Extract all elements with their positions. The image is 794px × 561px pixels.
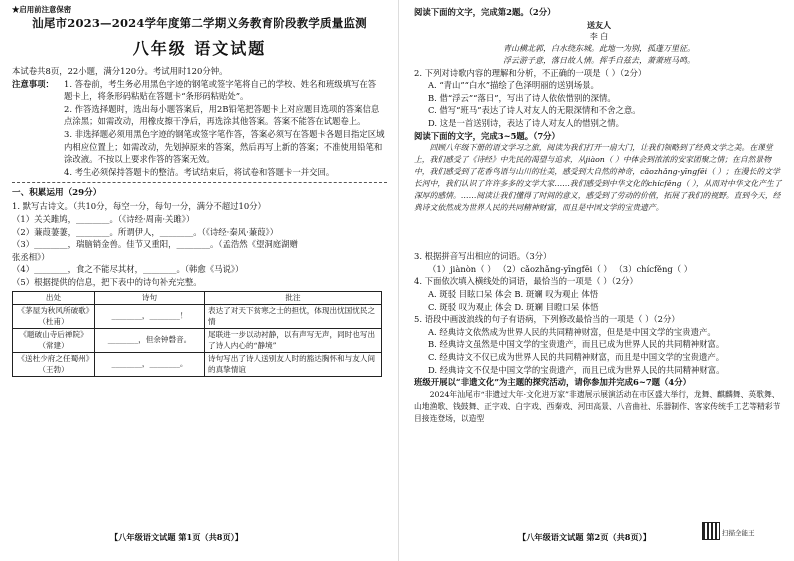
exam-subject: 八年级 语文试题 — [132, 39, 267, 58]
q1-item: （2）蒹葭萋萋，________。所谓伊人，________。（《诗经·秦风·蒹葭》） — [12, 226, 279, 237]
question-5: 5. 语段中画波浪线的句子有语病，下列修改最恰当的一项是（ ）（2分） — [414, 314, 680, 325]
poem-line: 浮云游子意，落日故人情。挥手自兹去，萧萧班马鸣。 — [503, 55, 695, 65]
table-row — [13, 305, 382, 329]
page-footer: 【八年级语文试题 第1页（共8页）】 — [110, 532, 243, 542]
table-header: 出处 — [13, 291, 95, 305]
q1-item: （4）________，食之不能尽其材，________。（韩愈《马说》） — [12, 264, 244, 275]
qr-code-icon — [702, 522, 720, 540]
question-1: 1. 默写古诗文。（共10分，每空一分，每句一分，满分不超过10分） — [12, 201, 266, 212]
reading-intro: 阅读下面的文字，完成第2题。（2分） — [414, 7, 556, 17]
notice-item: 3. 非选择题必须用黑色字迹的钢笔或签字笔作答，答案必须写在答题卡各题目指定区域内相应位置上；如需改动，先划掉原来的答案，然后再写上新的答案；不准使用铅笔和涂改液。不按以上要求作答的答案无效。 — [64, 128, 385, 165]
q4-option: A. 斑驳 目眩口呆 体会 B. 斑斓 叹为观止 体悟 — [428, 288, 599, 299]
q3-items: （1）jiànòn（ ） （2）cǎozhǎng-yīngfēi（ ） （3）chícfěng（ ） — [428, 263, 693, 274]
q1-item: （5）根据提供的信息，把下表中的诗句补充完整。 — [12, 276, 202, 287]
question-4: 4. 下面依次填入横线处的词语，最恰当的一项是（ ）（2分） — [414, 276, 638, 287]
notice-item: 2. 作答选择题时，选出每小题答案后，用2B铅笔把答题卡上对应题目选项的答案信息点涂黑；如需改动，用橡皮擦干净后，再选涂其他答案。答案不能答在试题卷上。 — [64, 103, 380, 127]
q2-option: C. 借写“班马”表达了诗人对友人的无限深情和不舍之意。 — [428, 105, 641, 116]
q5-option: C. 经典诗文不仅已成为世界人民的共同精神财富，而且是中国文学的宝贵遗产。 — [428, 351, 725, 362]
page-footer: 【八年级语文试题 第2页（共8页）】 — [518, 532, 651, 542]
scanner-label: 扫描全能王 — [722, 529, 755, 537]
table-header: 诗句 — [95, 291, 205, 305]
notice-item: 1. 答卷前，考生务必用黑色字迹的钢笔或签字笔将自己的学校、姓名和班级填写在答题卡上，将条形码粘贴在答题卡“条形码粘贴处”。 — [64, 78, 377, 102]
q2-option: D. 这是一首送别诗，表达了诗人对友人的惜别之情。 — [428, 117, 624, 128]
table-header: 批注 — [205, 291, 382, 305]
table-row — [13, 329, 382, 353]
q4-option: C. 斑驳 叹为观止 体会 D. 斑斓 目瞪口呆 体悟 — [428, 301, 599, 312]
reading-intro-2: 阅读下面的文字，完成3~5题。（7分） — [414, 130, 560, 141]
q1-item: （3）________，瑞脑销金兽。佳节又重阳，________。（孟浩然《望洞庭湖赠 — [12, 239, 298, 250]
table-cell-source: 《送杜少府之任蜀州》（王勃） — [13, 353, 95, 377]
table-cell-verse: ________，________！ — [95, 305, 205, 329]
secret-label: ★启用前注意保密 — [12, 5, 72, 14]
table-row — [13, 353, 382, 377]
table-cell-source: 《题破山寺后禅院》（常建） — [13, 329, 95, 353]
q5-option: D. 经典诗文不仅是中国文学的宝贵遗产，而且已成为世界人民的共同精神财富。 — [428, 364, 725, 375]
page-divider — [398, 0, 399, 561]
question-3: 3. 根据拼音写出相应的词语。（3分） — [414, 251, 552, 262]
exam-page-2 — [400, 0, 794, 561]
q1-item: （1）关关雎鸠，________。（《诗经·周南·关雎》） — [12, 213, 195, 224]
activity-heading: 班级开展以“非遗文化”为主题的探究活动，请你参加并完成6~7题（4分） — [414, 377, 692, 388]
table-cell-verse: ________，________。 — [95, 353, 205, 377]
table-cell-note: 表达了对天下贫寒之士的担忧，体现出忧国忧民之情 — [205, 305, 382, 329]
table-cell-note: 尾联进一步以动衬静，以有声写无声，同时也写出了诗人内心的“静境” — [205, 329, 382, 353]
poem-title: 送友人 — [587, 19, 611, 30]
notices — [12, 78, 387, 103]
poem-table — [12, 291, 382, 378]
q2-option: A. “青山”“白水”描绘了色泽明丽的送别场景。 — [428, 80, 599, 91]
reading-passage: 回顾八年级下册的语文学习之旅，阅读为我们打开一扇大门，让我们领略到了经典文学之美。在课堂上，我们感受了《诗经》中先民的渴望与追求，从jiàon（ ）中体会到浓浓的安家团聚之情；在自然景物中，我们感受到了花香鸟语与山川的壮美，感受到大自然的神奇，cǎozhǎng-yīngfēi（ ）；在漫长的文学长河中，我们认识了许许多多的文学大家……我们感受到中华文化的chícfěng（ ），从而对中华文化产生了深厚的感情。……阅读让我们懂得了时间的意义，感受到了劳动的价值，拓展了我们的视野。直到今天，经典诗文依然成为世界人民的共同精神财富，而且是中国文学的宝贵遗产。 — [414, 143, 782, 213]
table-cell-source: 《茅屋为秋风所破歌》（杜甫） — [13, 305, 95, 329]
activity-text: 2024年汕尾市“非遗过大年·文化进万家”非遗展示展演活动在市区盛大举行，龙舞、麒麟舞、英歌舞、山地渔歌、钱鼓舞、正字戏、白字戏、西秦戏、河田高景、八音曲社、乐器制作、客家传统手工艺等精彩节目接连登场，以造型 — [414, 389, 781, 423]
notice-item: 4. 考生必须保持答题卡的整洁。考试结束后，将试卷和答题卡一并交回。 — [64, 166, 335, 177]
table-cell-verse: ________，但余钟磬音。 — [95, 329, 205, 353]
poem-line: 青山横北郭，白水绕东城。此地一为别，孤蓬万里征。 — [503, 43, 695, 53]
q5-option: A. 经典诗文依然成为世界人民的共同精神财富，但是是中国文学的宝贵遗产。 — [428, 326, 716, 337]
q1-item: 张丞相》） — [12, 251, 50, 262]
exam-title: 汕尾市2023—2024学年度第二学期义务教育阶段教学质量监测 — [32, 16, 367, 30]
poem-author: 李 白 — [589, 31, 609, 41]
section-heading: 一、积累运用（29分） — [12, 182, 387, 200]
q5-option: B. 经典诗文虽然是中国文学的宝贵遗产，而且已成为世界人民的共同精神财富。 — [428, 339, 725, 350]
notice-label: 注意事项： — [12, 78, 54, 89]
table-cell-note: 诗句写出了诗人送别友人时的豁达胸怀和与友人间的真挚情谊 — [205, 353, 382, 377]
q2-option: B. 借“浮云”“落日”，写出了诗人依依惜别的深情。 — [428, 92, 616, 103]
question-2: 2. 下列对诗歌内容的理解和分析，不正确的一项是（ ）（2分） — [414, 67, 647, 78]
exam-intro: 本试卷共8页，22小题，满分120分。考试用时120分钟。 — [12, 66, 228, 76]
